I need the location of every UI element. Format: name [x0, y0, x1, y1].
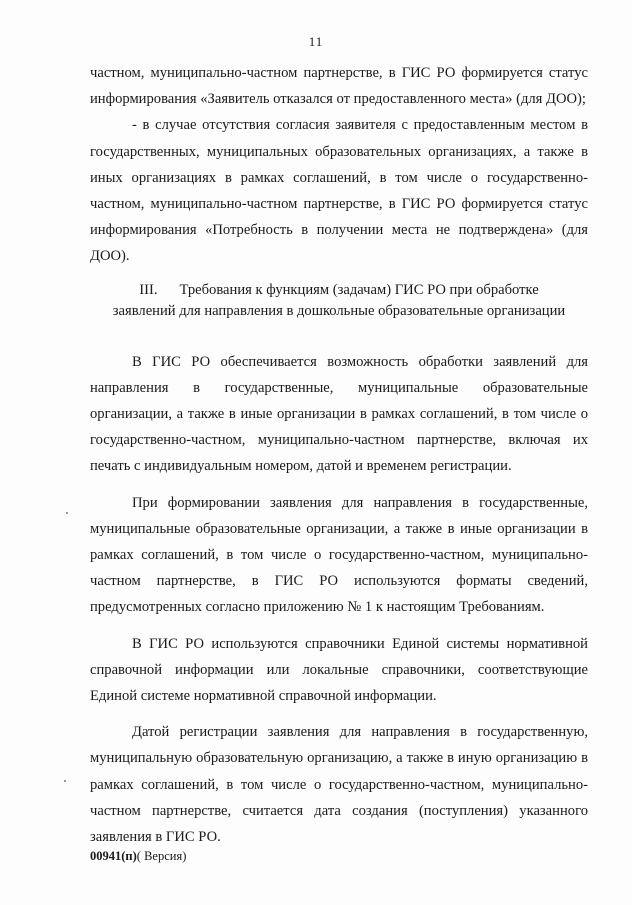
document-code: 00941(п)	[90, 849, 137, 863]
page-number: 11	[308, 34, 324, 49]
spacer	[90, 709, 588, 719]
spacer	[90, 480, 588, 490]
paragraph: Датой регистрации заявления для направления в государственную, муниципальную образовательную организацию, а также в иную организацию в рамках соглашений, в том числе о государственно-частном, муниципально-частном партнерстве, считается дата создания (поступления) указанного заявления в ГИС РО.	[90, 724, 588, 846]
paragraph-list-item: - в случае отсутствия согласия заявителя с предоставленным местом в государственных, муниципальных образовательных организациях, а также в иных организациях в рамках соглашений, в том числе о государственно-частном, муниципально-частном партнерстве, в ГИС РО формируется статус информирования «Потребность в получении места не подтверждена» (для ДОО).	[90, 117, 588, 265]
section-title-line-2: заявлений для направления в дошкольные образовательные организации	[112, 302, 566, 319]
paragraph: В ГИС РО обеспечивается возможность обработки заявлений для направления в государственные, муниципальные образовательные организации, а также в иные организации в рамках соглашений, в том числе о государственно-частном, муниципально-частном партнерстве, включая их печать с индивидуальным номером, датой и временем регистрации.	[90, 353, 588, 475]
paragraph: При формировании заявления для направления в государственные, муниципальные образовательные организации, а также в иные организации в рамках соглашений, в том числе о государственно-частном, муниципально-частном партнерстве, в ГИС РО используются форматы сведений, предусмотренных согласно приложению № 1 к настоящим Требованиям.	[90, 494, 588, 616]
section-heading-line-1	[90, 280, 588, 301]
section-heading	[90, 280, 588, 322]
spacer	[90, 322, 588, 349]
document-version: ( Версия)	[136, 849, 187, 863]
paragraph-continued: частном, муниципально-частном партнерстве, в ГИС РО формируется статус информирования «Заявитель отказался от предоставленного места» (для ДОО);	[90, 65, 588, 108]
scan-speck	[66, 512, 68, 514]
spacer	[90, 270, 588, 280]
spacer	[90, 621, 588, 631]
document-body	[90, 60, 588, 850]
document-footer	[90, 849, 186, 864]
section-number: III.	[139, 281, 158, 298]
scan-speck	[64, 780, 66, 782]
section-title-line-1: Требования к функциям (задачам) ГИС РО при обработке	[179, 281, 539, 298]
paragraph: В ГИС РО используются справочники Единой системы нормативной справочной информации или локальные справочники, соответствующие Единой системе нормативной справочной информации.	[90, 635, 588, 705]
